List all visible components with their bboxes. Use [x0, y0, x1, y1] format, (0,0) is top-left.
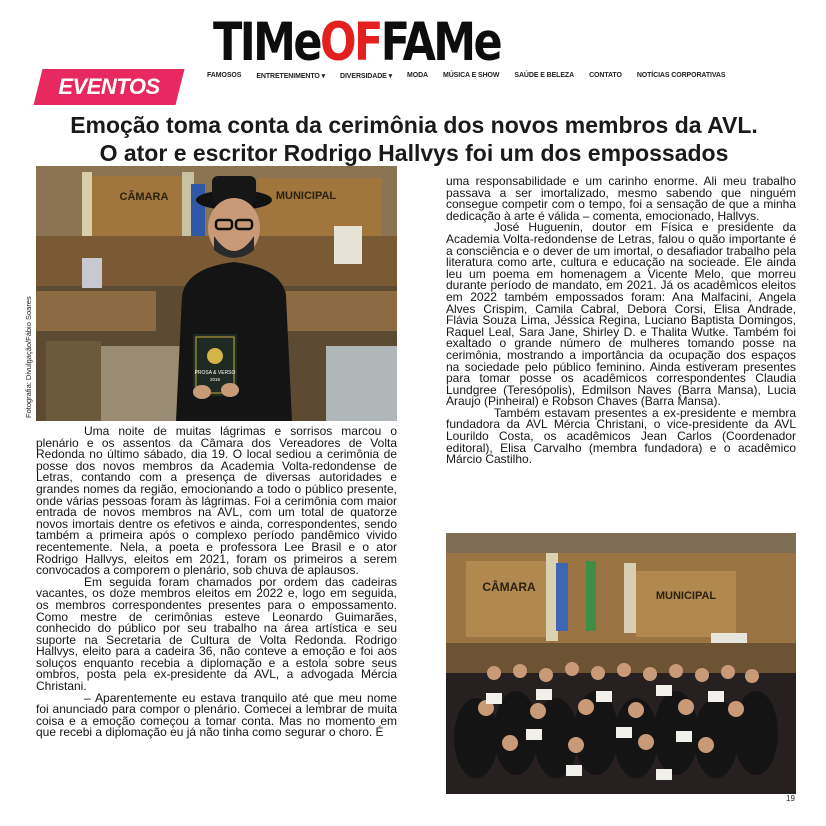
nav-item-moda[interactable]: MODA: [407, 72, 428, 79]
article-paragraph: uma responsabilidade e um carinho enorme. Ali meu trabalho passava a ser imortalizado, mesmo sabendo que ninguém consegue competir com o tempo, foi a sensação de que a minha dedicação à arte é válida – comenta, emocionado, Hallvys.: [446, 174, 796, 223]
nav-item-musica-show[interactable]: MÚSICA E SHOW: [443, 72, 500, 79]
article-headline: [30, 111, 798, 167]
chamber-sign-left: CÂMARA: [119, 191, 169, 203]
page-number: 19: [786, 794, 795, 803]
section-badge-label: EVENTOS: [58, 74, 160, 99]
chamber-sign-right: MUNICIPAL: [275, 190, 337, 202]
article-paragraph: Também estavam presentes a ex-presidente e membra fundadora da AVL Mércia Christani, o vice-presidente da AVL Lourildo Costa, os acadêmicos Jean Carlos (Coordenador editoral), Elisa Carvalho (membra fundadora) e o acadêmico Márcio Castilho.: [446, 405, 796, 467]
article-paragraph: Uma noite de muitas lágrimas e sorrisos marcou o plenário e os assentos da Câmara dos Vereadores de Volta Redonda no último sábado, dia 19. O local sediou a cerimônia de posse dos novos membros da Academia Volta-redondense de Letras, contando com a presença de diversas autoridades e grandes nomes da região, emocionando a todo o público presente, onde várias pessoas foram às lágrimas. Foi a cerimônia com maior entrada de novos membros na AVL, com um total de quatorze novos imortais dentre os efetivos e ainda, correspondentes, sendo também a primeira após o complexo período pandêmico vivido recentemente. Nela, a poeta e professora Lee Brasil e o ator Rodrigo Hallvys, eleitos em 2021, foram os primeiros a serem convocados a comporem o plenário, sob chuva de aplausos.: [36, 424, 397, 578]
nav-item-noticias-corporativas[interactable]: NOTÍCIAS CORPORATIVAS: [636, 72, 726, 79]
article-column-right: [446, 176, 796, 466]
book-year: 2015: [209, 377, 221, 382]
headline-line-1: Emoção toma conta da cerimônia dos novos membros da AVL.: [70, 112, 758, 138]
headline-line-2: O ator e escritor Rodrigo Hallvys foi um dos empossados: [99, 140, 729, 166]
photo-2-illustration: [446, 533, 796, 794]
magazine-logo[interactable]: [213, 11, 567, 73]
article-column-left: [36, 426, 397, 739]
nav-item-saude-beleza[interactable]: SAÚDE E BELEZA: [514, 72, 575, 79]
article-paragraph: Em seguida foram chamados por ordem das cadeiras vacantes, os doze membros eleitos em 2022 e, logo em seguida, os membros correspondentes presentes para o empossamento. Como mestre de cerimônias esteve Leonardo Guimarães, conhecido do público por seu trabalho na área artística e seu suporte na Secretaria de Cultura de Volta Redonda. Rodrigo Hallvys, eleito para a cadeira 36, não conteve a emoção e foi aos soluços enquanto recebia a diplomação e a estola sobre seus ombros, posta pela ex-presidente da AVL, a advogada Mércia Christani.: [36, 574, 397, 694]
photo-credit: Fotografia: Divulgação/Fábio Soares: [24, 296, 33, 418]
nav-item-contato[interactable]: CONTATO: [589, 72, 622, 79]
article-paragraph: – Aparentemente eu estava tranquilo até que meu nome foi anunciado para compor o plenário. Comecei a lembrar de muita coisa e a emoção começou a tomar conta. Mas no momento em que recebi a diplomação eu já não tinha como segurar o choro. É: [36, 690, 397, 740]
book-title: PROSA & VERSO: [194, 370, 236, 376]
photo-1-illustration: [36, 166, 397, 421]
logo-part-time: TIMe: [213, 11, 320, 73]
nav-item-entretenimento[interactable]: ENTRETENIMENTO ▾: [256, 73, 325, 80]
logo-part-of: OF: [319, 11, 381, 73]
chamber-sign-right-2: MUNICIPAL: [655, 590, 717, 602]
logo-part-fame: FAMe: [380, 11, 501, 73]
chamber-sign-left-2: CÂMARA: [482, 580, 536, 594]
main-nav: [207, 72, 740, 82]
nav-item-famosos[interactable]: FAMOSOS: [207, 72, 242, 79]
photo-rodrigo-hallvys: [36, 166, 397, 421]
nav-item-diversidade[interactable]: DIVERSIDADE ▾: [340, 73, 392, 80]
photo-group-ceremony: [446, 533, 796, 794]
article-paragraph: José Huguenin, doutor em Física e presidente da Academia Volta-redondense de Letras, falou o quão importante é a consciência e o dever de um imortal, o desafiador trabalho pela literatura como arte, cultura e educação na socieade. Ele ainda leu um poema em homenagem a Vicente Melo, que morreu durante período de mandato, em 2021. Já os acadêmicos eleitos em 2022 também empossados foram: Ana Malfacini, Angela Alves Crispim, Camila Cabral, Debora Corsi, Elisa Andrade, Flávia Souza Lima, Jéssica Regina, Luciano Baptista Domingos, Raquel Leal, Sara Jane, Shirley D. e Thalita Wutke. Também foi exaltado o grande número de mulheres tomando posse na cerimônia, mostrando a importância da ocupação dos espaços na sociedade pelo público feminino. Ainda estiveram presentes para tomar posse os acadêmicos correspondentes Claudia Lundgree (Teresópolis), Edmilson Naves (Barra Mansa), Lucia Araujo (Pinheiral) e Robson Chaves (Barra Mansa).: [446, 220, 796, 409]
